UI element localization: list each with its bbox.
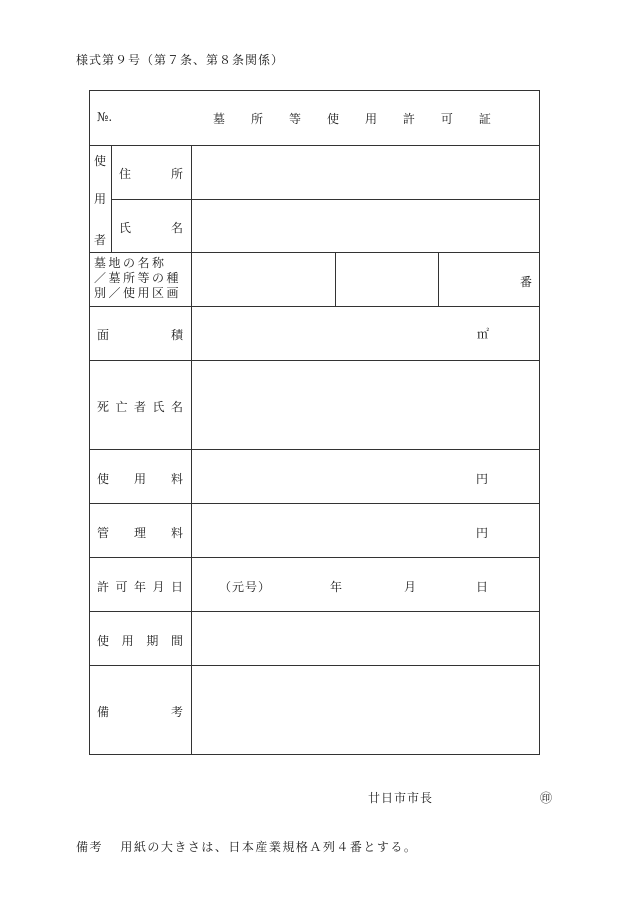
footnote [76, 838, 417, 855]
plot-number-unit: 番 [520, 275, 533, 289]
footnote-label: 備考 [76, 840, 104, 854]
applicant-label-char: 使 [94, 154, 107, 168]
permit-date-label: 許 可 年 月 日 [97, 580, 183, 594]
table-border-bottom [89, 754, 540, 755]
management-fee-unit: 円 [476, 526, 489, 540]
issuer-name: 廿日市市長 [368, 791, 434, 805]
month-label: 月 [404, 580, 417, 594]
number-label: №. [97, 110, 113, 124]
era-label: （元号） [219, 580, 272, 594]
area-label: 面 積 [97, 328, 183, 342]
table-border-top [89, 90, 540, 91]
name-label: 氏 名 [119, 221, 183, 235]
row-divider [89, 145, 540, 146]
certificate-title: 墓 所 等 使 用 許 可 証 [213, 112, 491, 126]
seal-mark: ㊞ [540, 791, 553, 805]
usage-period-label: 使 用 期 間 [97, 634, 183, 648]
row-divider [89, 503, 540, 504]
usage-fee-unit: 円 [476, 472, 489, 486]
col-divider [438, 252, 439, 307]
day-label: 日 [476, 580, 489, 594]
form-reference: 様式第９号（第７条、第８条関係） [76, 53, 285, 67]
row-divider [89, 306, 540, 307]
row-divider [89, 665, 540, 666]
table-border-right [539, 90, 540, 755]
applicant-label-char: 用 [94, 192, 107, 206]
row-divider [89, 557, 540, 558]
cemetery-plot-label: 墓地の名称 ／墓所等の種 別／使用区画 [94, 256, 182, 300]
area-unit: ㎡ [477, 327, 490, 341]
usage-fee-label: 使 用 料 [97, 472, 183, 486]
table-border-left [89, 90, 90, 755]
permit-table [89, 90, 539, 754]
management-fee-label: 管 理 料 [97, 526, 183, 540]
row-divider [89, 611, 540, 612]
col-divider [335, 252, 336, 307]
col-divider [111, 145, 112, 253]
deceased-name-label: 死 亡 者 氏 名 [97, 400, 183, 414]
row-divider [111, 199, 540, 200]
col-divider [191, 145, 192, 755]
year-label: 年 [330, 580, 343, 594]
row-divider [89, 252, 540, 253]
applicant-label-char: 者 [94, 233, 107, 247]
row-divider [89, 360, 540, 361]
remarks-label: 備 考 [97, 705, 183, 719]
address-label: 住 所 [119, 167, 183, 181]
footnote-text: 用紙の大きさは、日本産業規格Ａ列４番とする。 [120, 840, 418, 854]
row-divider [89, 449, 540, 450]
